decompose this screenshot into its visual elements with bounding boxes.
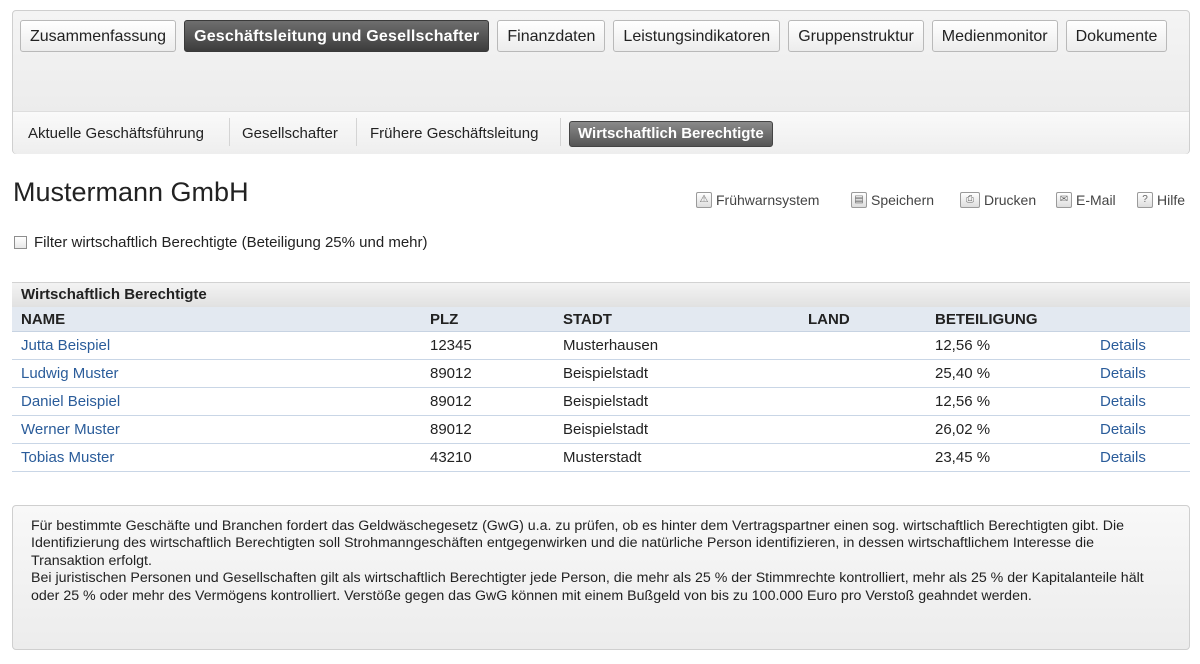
save-button[interactable] xyxy=(851,192,934,208)
email-icon: ✉ xyxy=(1056,192,1072,208)
filter-row xyxy=(14,234,428,251)
stadt-cell: Musterhausen xyxy=(554,332,799,360)
owner-name-link[interactable]: Tobias Muster xyxy=(12,444,421,472)
filter-label: Filter wirtschaftlich Berechtigte (Beteiligung 25% und mehr) xyxy=(34,234,428,251)
tab-leistungsindikatoren[interactable]: Leistungsindikatoren xyxy=(613,20,780,52)
subnav-divider xyxy=(356,118,357,146)
subtab-fruehere-geschaeftsleitung[interactable]: Frühere Geschäftsleitung xyxy=(370,125,539,142)
warning-system-icon: ⚠ xyxy=(696,192,712,208)
beteiligung-cell: 26,02 % xyxy=(926,416,1091,444)
table-row xyxy=(12,444,1190,472)
column-header-beteiligung: BETEILIGUNG xyxy=(926,307,1091,332)
tab-finanzdaten[interactable]: Finanzdaten xyxy=(497,20,605,52)
save-icon: ▤ xyxy=(851,192,867,208)
plz-cell: 43210 xyxy=(421,444,554,472)
subnav-divider xyxy=(229,118,230,146)
print-button[interactable] xyxy=(960,192,1036,208)
email-label: E-Mail xyxy=(1076,192,1116,208)
sub-navigation xyxy=(13,111,1189,154)
owner-name-link[interactable]: Werner Muster xyxy=(12,416,421,444)
filter-checkbox[interactable] xyxy=(14,236,27,249)
land-cell xyxy=(799,332,926,360)
stadt-cell: Musterstadt xyxy=(554,444,799,472)
details-link[interactable]: Details xyxy=(1091,444,1190,472)
plz-cell: 89012 xyxy=(421,360,554,388)
table-caption: Wirtschaftlich Berechtigte xyxy=(12,282,1190,307)
details-link[interactable]: Details xyxy=(1091,332,1190,360)
tab-dokumente[interactable]: Dokumente xyxy=(1066,20,1168,52)
owner-name-link[interactable]: Daniel Beispiel xyxy=(12,388,421,416)
printer-icon: ⎙ xyxy=(960,192,980,208)
page-title: Mustermann GmbH xyxy=(13,177,249,207)
navigation-panel xyxy=(12,10,1190,154)
column-header-stadt: STADT xyxy=(554,307,799,332)
subtab-gesellschafter[interactable]: Gesellschafter xyxy=(242,125,338,142)
gwg-info-box xyxy=(12,505,1190,650)
land-cell xyxy=(799,416,926,444)
help-button[interactable] xyxy=(1137,192,1185,208)
action-bar xyxy=(696,192,1192,212)
land-cell xyxy=(799,360,926,388)
subnav-divider xyxy=(560,118,561,146)
plz-cell: 89012 xyxy=(421,416,554,444)
beteiligung-cell: 25,40 % xyxy=(926,360,1091,388)
owner-name-link[interactable]: Jutta Beispiel xyxy=(12,332,421,360)
stadt-cell: Beispielstadt xyxy=(554,360,799,388)
stadt-cell: Beispielstadt xyxy=(554,416,799,444)
table-row xyxy=(12,388,1190,416)
help-icon: ? xyxy=(1137,192,1153,208)
plz-cell: 89012 xyxy=(421,388,554,416)
tab-zusammenfassung[interactable]: Zusammenfassung xyxy=(20,20,176,52)
beteiligung-cell: 23,45 % xyxy=(926,444,1091,472)
table-row xyxy=(12,332,1190,360)
email-button[interactable] xyxy=(1056,192,1116,208)
fruehwarnsystem-button[interactable] xyxy=(696,192,819,208)
column-header-details xyxy=(1091,307,1190,332)
plz-cell: 12345 xyxy=(421,332,554,360)
details-link[interactable]: Details xyxy=(1091,360,1190,388)
owner-name-link[interactable]: Ludwig Muster xyxy=(12,360,421,388)
fruehwarnsystem-label: Frühwarnsystem xyxy=(716,192,820,208)
stadt-cell: Beispielstadt xyxy=(554,388,799,416)
subtab-wirtschaftlich-berechtigte[interactable]: Wirtschaftlich Berechtigte xyxy=(569,121,773,147)
beteiligung-cell: 12,56 % xyxy=(926,388,1091,416)
details-link[interactable]: Details xyxy=(1091,416,1190,444)
land-cell xyxy=(799,388,926,416)
tab-geschaeftsleitung[interactable]: Geschäftsleitung und Gesellschafter xyxy=(184,20,489,52)
info-paragraph: Für bestimmte Geschäfte und Branchen fordert das Geldwäschegesetz (GwG) u.a. zu prüfen, ob es hinter dem Vertragspartner einen sog. wirtschaftlich Berechtigten gibt. Die Identifizierung des wirtschaftlich Berechtigten soll Strohmanngeschäften entgegenwirken und die natürliche Person identifizieren, in dessen wirtschaftlichem Interesse die Transaktion erfolgt. xyxy=(31,518,1124,569)
subtab-aktuelle-geschaeftsfuehrung[interactable]: Aktuelle Geschäftsführung xyxy=(28,125,204,142)
column-header-land: LAND xyxy=(799,307,926,332)
column-header-plz: PLZ xyxy=(421,307,554,332)
main-tabs xyxy=(20,20,1180,62)
save-label: Speichern xyxy=(871,192,935,208)
table-row xyxy=(12,416,1190,444)
details-link[interactable]: Details xyxy=(1091,388,1190,416)
beteiligung-cell: 12,56 % xyxy=(926,332,1091,360)
table-row xyxy=(12,360,1190,388)
info-paragraph: Bei juristischen Personen und Gesellschaften gilt als wirtschaftlich Berechtigter jede Person, die mehr als 25 % der Stimmrechte kontrolliert, mehr als 25 % der Kapitalanteile hält oder 25 % oder mehr des Vermögens kontrolliert. Verstöße gegen das GwG können mit einem Bußgeld von bis zu 100.000 Euro pro Verstoß geahndet werden. xyxy=(31,570,1144,604)
table-header-row xyxy=(12,307,1190,332)
tab-medienmonitor[interactable]: Medienmonitor xyxy=(932,20,1058,52)
land-cell xyxy=(799,444,926,472)
help-label: Hilfe xyxy=(1157,192,1186,208)
print-label: Drucken xyxy=(984,192,1037,208)
beneficial-owners-table xyxy=(12,282,1190,472)
tab-gruppenstruktur[interactable]: Gruppenstruktur xyxy=(788,20,924,52)
column-header-name: NAME xyxy=(12,307,421,332)
